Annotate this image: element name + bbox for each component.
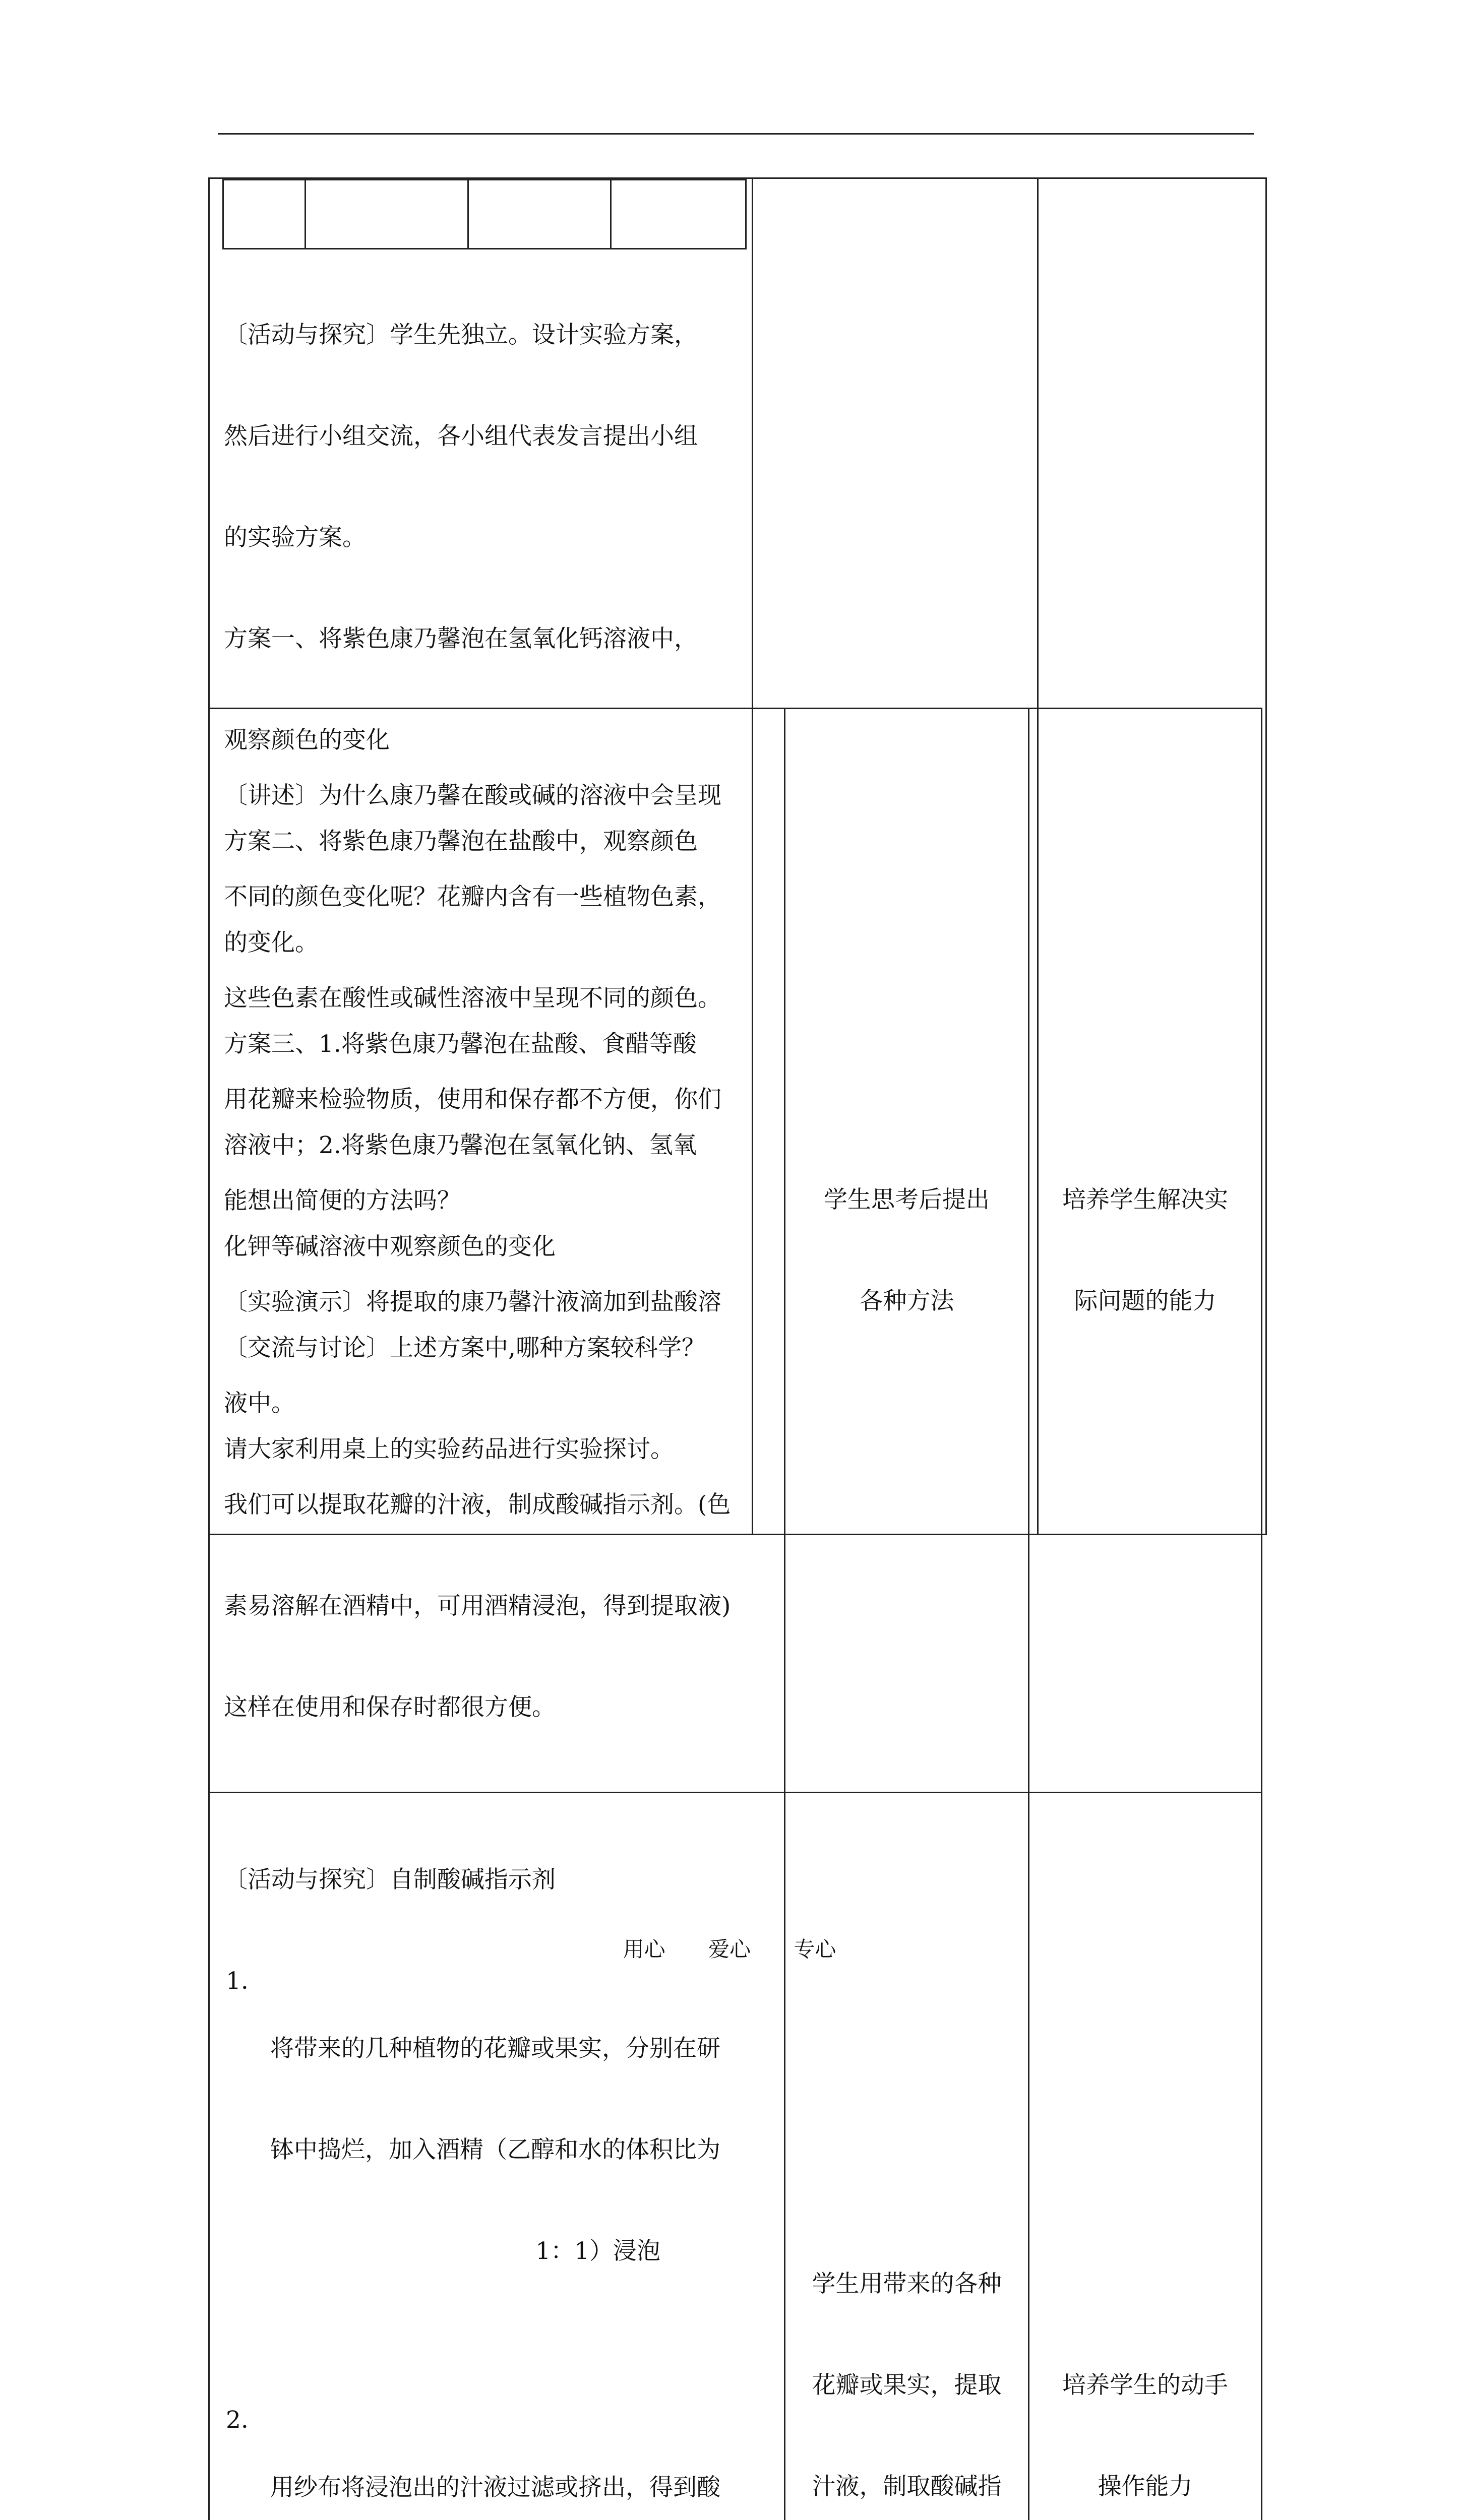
design-intent-cell <box>1029 709 1262 1793</box>
teacher-activity-cell <box>209 1793 785 2520</box>
empty-grid-cell <box>306 180 468 249</box>
footer-item: 专心 <box>794 1933 836 1963</box>
text-line: 际问题的能力 <box>1040 1284 1251 1318</box>
empty-grid-cell <box>468 180 611 249</box>
text-line: 〔实验演示〕将提取的康乃馨汁液滴加到盐酸溶 <box>224 1285 774 1319</box>
text-line: 培养学生的动手 <box>1040 2368 1251 2402</box>
text-line: 化钾等碱溶液中观察颜色的变化 <box>224 1230 752 1264</box>
text-line: 用纱布将浸泡出的汁液过滤或挤出，得到酸 <box>270 2471 774 2504</box>
teacher-activity-cell <box>209 709 785 1793</box>
design-intent-cell <box>1029 1793 1262 2520</box>
text-line: 操作能力 <box>1040 2470 1251 2503</box>
row-heading: 〔活动与探究〕自制酸碱指示剂 <box>224 1863 774 1897</box>
empty-grid-cell <box>223 180 306 249</box>
text-line: 1：1）浸泡 <box>270 2234 774 2268</box>
text-line: 方案一、将紫色康乃馨泡在氢氧化钙溶液中， <box>224 622 752 656</box>
lesson-table-main <box>208 708 1262 2520</box>
text-line: 〔活动与探究〕学生先独立。设计实验方案， <box>224 318 752 352</box>
text-line: 这样在使用和保存时都很方便。 <box>224 1690 774 1724</box>
text-line: 将带来的几种植物的花瓣或果实，分别在研 <box>270 2032 774 2065</box>
text-line: 〔交流与讨论〕上述方案中,哪种方案较科学？ <box>224 1331 752 1365</box>
table-row <box>209 709 1262 1793</box>
text-line: 培养学生解决实 <box>1040 1183 1251 1217</box>
text-line: 方案三、1.将紫色康乃馨泡在盐酸、食醋等酸 <box>224 1027 752 1061</box>
list-item <box>224 1964 774 2336</box>
empty-grid-cell <box>611 180 746 249</box>
empty-grid <box>222 179 747 249</box>
text-line: 用花瓣来检验物质，使用和保存都不方便，你们 <box>224 1083 774 1116</box>
text-line: 我们可以提取花瓣的汁液，制成酸碱指示剂。(色 <box>224 1488 774 1522</box>
text-line: 溶液中；2.将紫色康乃馨泡在氢氧化钠、氢氧 <box>224 1128 752 1162</box>
text-line: 液中。 <box>224 1387 774 1420</box>
text-line: 〔讲述〕为什么康乃馨在酸或碱的溶液中会呈现 <box>224 779 774 812</box>
student-activity-cell <box>785 1793 1029 2520</box>
text-line: 各种方法 <box>796 1284 1018 1318</box>
text-line: 不同的颜色变化呢？花瓣内含有一些植物色素， <box>224 880 774 914</box>
footer-item: 爱心 <box>708 1933 751 1963</box>
text-line: 的变化。 <box>224 926 752 960</box>
text-line: 观察颜色的变化 <box>224 723 752 757</box>
text-line: 花瓣或果实，提取 <box>796 2368 1018 2402</box>
text-line: 素易溶解在酒精中，可用酒精浸泡，得到提取液) <box>224 1589 774 1623</box>
text-line: 汁液，制取酸碱指 <box>796 2470 1018 2503</box>
header-rule <box>218 133 1254 135</box>
text-line: 方案二、将紫色康乃馨泡在盐酸中，观察颜色 <box>224 825 752 858</box>
text-line: 钵中捣烂，加入酒精（乙醇和水的体积比为 <box>270 2133 774 2167</box>
text-line: 能想出简便的方法吗？ <box>224 1184 774 1218</box>
text-line: 请大家利用桌上的实验药品进行实验探讨。 <box>224 1432 752 1466</box>
text-line: 这些色素在酸性或碱性溶液中呈现不同的颜色。 <box>224 981 774 1015</box>
table-row <box>209 1793 1262 2520</box>
list-number: 1. <box>224 1964 270 2336</box>
footer-item: 用心 <box>623 1933 665 1963</box>
page-footer <box>0 1933 1459 1963</box>
list-number: 2. <box>224 2403 270 2520</box>
text-line: 学生思考后提出 <box>796 1183 1018 1217</box>
text-line: 学生用带来的各种 <box>796 2267 1018 2301</box>
text-line: 然后进行小组交流，各小组代表发言提出小组 <box>224 419 752 453</box>
student-activity-cell <box>785 709 1029 1793</box>
list-item <box>224 2403 774 2520</box>
text-line: 的实验方案。 <box>224 521 752 554</box>
